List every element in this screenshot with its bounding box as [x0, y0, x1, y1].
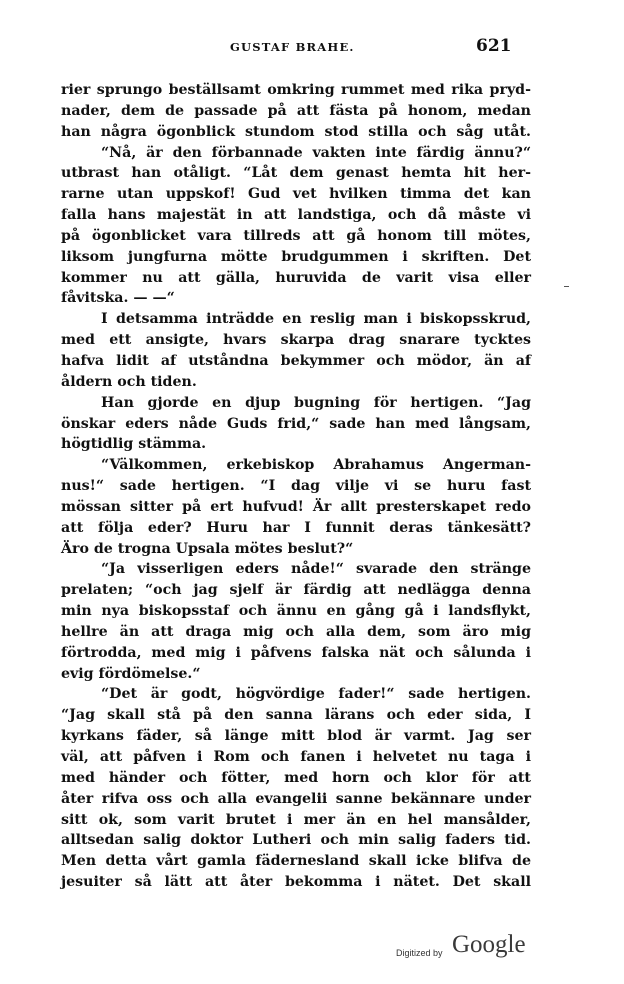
- text-line: önskar eders nåde Guds frid,“ sade han med långsam,: [61, 415, 531, 432]
- text-line: väl, att påfven i Rom och fanen i helvetet nu taga i: [61, 749, 531, 765]
- google-logo: Google: [452, 931, 526, 958]
- text-line: med händer och fötter, med horn och klor för att: [61, 769, 531, 786]
- text-line: med ett ansigte, hvars skarpa drag snarare tycktes: [61, 332, 531, 349]
- text-line: att följa eder? Huru har I funnit deras tänkesätt?: [61, 519, 531, 536]
- text-line: jesuiter så lätt att åter bekomma i nätet. Det skall: [61, 874, 531, 891]
- text-line: falla hans majestät in att landstiga, och då måste vi: [61, 207, 531, 224]
- text-line: åter rifva oss och alla evangelii sanne bekännare under: [61, 790, 531, 807]
- text-line: nus!“ sade hertigen. “I dag vilje vi se huru fast: [61, 478, 531, 495]
- text-line: Han gjorde en djup bugning för hertigen. “Jag: [101, 394, 531, 411]
- running-head: [0, 36, 624, 60]
- digitized-footer: [396, 930, 536, 964]
- text-line: Men detta vårt gamla fädernesland skall icke blifva de: [61, 853, 531, 870]
- text-line: sitt ok, som varit brutet i mer än en hel mansålder,: [61, 811, 531, 828]
- text-line: fåvitska. — —“: [61, 290, 175, 307]
- running-title: GUSTAF BRAHE.: [230, 40, 355, 54]
- text-line: “Nå, är den förbannade vakten inte färdig ännu?“: [101, 144, 531, 161]
- page-number: 621: [476, 36, 512, 56]
- text-line: högtidlig stämma.: [61, 436, 207, 453]
- text-line: förtrodda, med mig i påfvens falska nät och sålunda i: [61, 644, 531, 661]
- text-line: mössan sitter på ert hufvud! Är allt presterskapet redo: [61, 498, 531, 515]
- text-line: rier sprungo beställsamt omkring rummet med rika pryd-: [61, 82, 531, 98]
- text-line: åldern och tiden.: [61, 373, 197, 390]
- text-line: nader, dem de passade på att fästa på honom, medan: [61, 102, 531, 119]
- text-line: han några ögonblick stundom stod stilla och såg utåt.: [61, 123, 531, 140]
- margin-mark: [564, 286, 569, 287]
- body-text: [61, 80, 531, 893]
- text-line: kommer nu att gälla, huruvida de varit visa eller: [61, 269, 531, 286]
- text-line: evig fördömelse.“: [61, 665, 201, 682]
- text-line: Äro de trogna Upsala mötes beslut?“: [61, 540, 354, 557]
- text-line: kyrkans fäder, så länge mitt blod är varmt. Jag ser: [61, 728, 531, 745]
- text-line: prelaten; “och jag sjelf är färdig att nedlägga denna: [61, 582, 531, 599]
- text-line: alltsedan salig doktor Lutheri och min salig faders tid.: [61, 832, 531, 849]
- text-line: I detsamma inträdde en reslig man i biskopsskrud,: [101, 311, 531, 328]
- text-line: “Ja visserligen eders nåde!“ svarade den stränge: [101, 561, 531, 578]
- text-line: “Det är godt, högvördige fader!“ sade hertigen.: [101, 686, 531, 703]
- text-line: hafva lidit af utståndna bekymmer och mödor, än af: [61, 352, 531, 369]
- text-line: på ögonblicket vara tillreds att gå honom till mötes,: [61, 227, 531, 244]
- text-line: liksom jungfurna mötte brudgummen i skriften. Det: [61, 248, 531, 265]
- text-line: “Jag skall stå på den sanna lärans och eder sida, I: [61, 707, 531, 724]
- text-line: rarne utan uppskof! Gud vet hvilken timma det kan: [61, 186, 531, 203]
- text-line: min nya biskopsstaf och ännu en gång gå i landsflykt,: [61, 603, 531, 620]
- text-line: hellre än att draga mig och alla dem, som äro mig: [61, 623, 531, 640]
- text-line: utbrast han otåligt. “Låt dem genast hemta hit her-: [61, 165, 531, 182]
- digitized-by-label: Digitized by: [396, 948, 443, 958]
- text-line: “Välkommen, erkebiskop Abrahamus Angerman-: [101, 457, 531, 474]
